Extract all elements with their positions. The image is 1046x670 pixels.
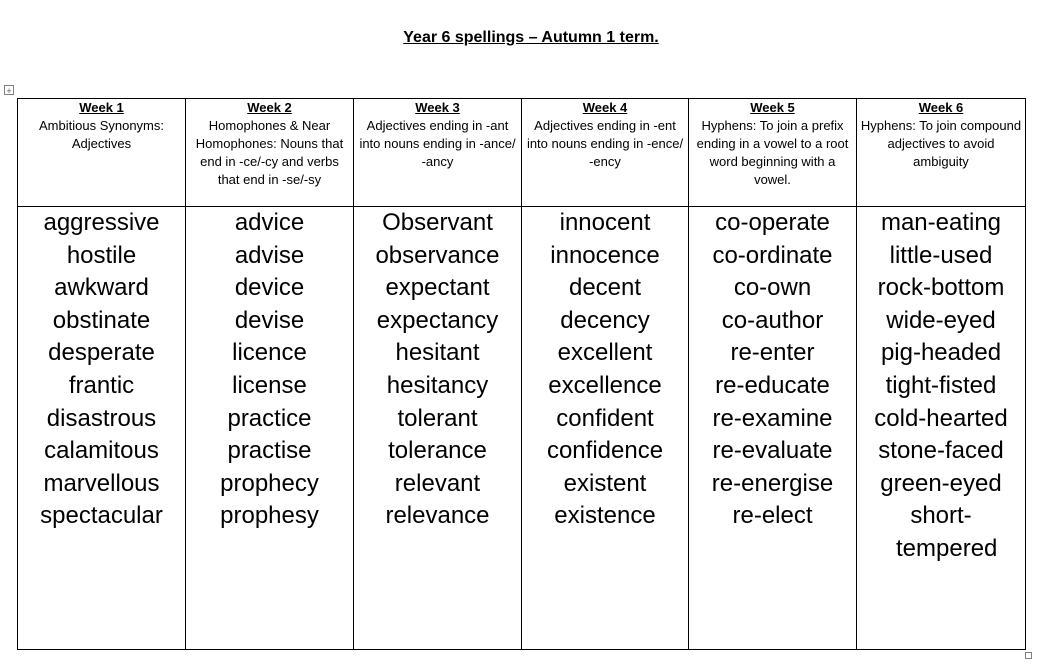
spelling-word: existent xyxy=(563,469,647,497)
week-4-title: Week 4 xyxy=(582,100,628,115)
week-3-description: Adjectives ending in -ant into nouns ending in -ance/ -ancy xyxy=(359,118,516,169)
week-4-description: Adjectives ending in -ent into nouns ending in -ence/ -ency xyxy=(526,118,684,169)
spelling-word: co-own xyxy=(733,274,812,302)
spelling-word: man-eating xyxy=(880,209,1002,236)
week-2-header xyxy=(186,99,354,207)
week-5-words xyxy=(689,207,857,650)
week-5-title: Week 5 xyxy=(750,100,795,115)
week-4-header xyxy=(522,99,689,207)
spelling-word: relevant xyxy=(394,469,481,497)
week-6-words xyxy=(857,207,1026,650)
table-move-handle-icon[interactable]: + xyxy=(4,85,14,95)
spelling-word: re-evaluate xyxy=(712,437,833,465)
spelling-word: innocent xyxy=(559,209,651,236)
week-5-header xyxy=(689,99,857,207)
spelling-word: little-used xyxy=(889,241,993,269)
table-resize-handle-icon[interactable] xyxy=(1025,652,1032,659)
spelling-word: decency xyxy=(560,306,650,334)
spelling-word: awkward xyxy=(54,274,149,302)
spelling-word: expectant xyxy=(385,274,490,302)
spelling-word: device xyxy=(234,274,305,302)
spelling-table xyxy=(17,98,1026,650)
spelling-word: confident xyxy=(556,404,654,432)
spelling-word: calamitous xyxy=(44,437,159,465)
spelling-word: hesitant xyxy=(395,339,480,367)
spelling-word: license xyxy=(232,371,307,399)
week-4-words xyxy=(522,207,689,650)
spelling-word: re-examine xyxy=(712,404,833,432)
week-6-description: Hyphens: To join compound adjectives to avoid ambiguity xyxy=(860,118,1022,169)
spelling-word: cold-hearted xyxy=(874,404,1008,432)
spelling-word: desperate xyxy=(48,339,155,367)
spelling-word: tight-fisted xyxy=(885,371,997,399)
week-6-header xyxy=(857,99,1026,207)
spelling-word: aggressive xyxy=(43,209,160,236)
spelling-word: innocence xyxy=(550,241,660,269)
spelling-word: short-tempered xyxy=(896,502,998,562)
spelling-word: tolerance xyxy=(388,437,487,465)
week-1-description: Ambitious Synonyms: Adjectives xyxy=(39,118,164,151)
week-3-title: Week 3 xyxy=(415,100,460,115)
week-1-header xyxy=(18,99,186,207)
week-2-title: Week 2 xyxy=(247,100,292,115)
week-3-header xyxy=(354,99,522,207)
spelling-word: frantic xyxy=(68,371,135,399)
spelling-word: expectancy xyxy=(376,306,499,334)
spelling-word: spectacular xyxy=(40,502,163,530)
week-5-description: Hyphens: To join a prefix ending in a vowel to a root word beginning with a vowel. xyxy=(696,118,849,187)
spelling-word: relevance xyxy=(385,502,490,530)
spelling-word: confidence xyxy=(546,437,664,465)
spelling-word: co-ordinate xyxy=(712,241,833,269)
week-3-words xyxy=(354,207,522,650)
spelling-word: marvellous xyxy=(43,469,160,497)
spelling-word: advise xyxy=(234,241,305,269)
spelling-word: prophecy xyxy=(220,469,319,497)
spelling-word: practice xyxy=(227,404,312,432)
spelling-word: Observant xyxy=(382,209,493,236)
spelling-word: co-author xyxy=(721,306,824,334)
spelling-word: re-elect xyxy=(732,502,813,530)
spelling-word: existence xyxy=(554,502,656,530)
week-2-words xyxy=(186,207,354,650)
week-2-description: Homophones & Near Homophones: Nouns that end in -ce/-cy and verbs that end in -se/-sy xyxy=(195,118,344,187)
spelling-word: excellence xyxy=(548,371,662,399)
spelling-word: pig-headed xyxy=(880,339,1002,367)
spelling-word: re-energise xyxy=(711,469,834,497)
spelling-word: excellent xyxy=(557,339,653,367)
week-6-title: Week 6 xyxy=(918,100,964,115)
spelling-word: rock-bottom xyxy=(877,274,1005,302)
document-title: Year 6 spellings – Autumn 1 term. xyxy=(403,29,659,46)
spelling-word: green-eyed xyxy=(880,469,1002,497)
spelling-word: practise xyxy=(227,437,312,465)
spelling-word: stone-faced xyxy=(878,437,1004,465)
table-header-row xyxy=(18,99,1026,207)
week-1-words xyxy=(18,207,186,650)
spelling-word: hostile xyxy=(66,241,137,269)
table-words-row xyxy=(18,207,1026,650)
spelling-word: obstinate xyxy=(52,306,151,334)
spelling-word: observance xyxy=(375,241,500,269)
spelling-word: tolerant xyxy=(397,404,478,432)
spelling-word: licence xyxy=(232,339,307,367)
spelling-word: re-enter xyxy=(730,339,815,367)
spelling-word: re-educate xyxy=(715,371,830,399)
spelling-word: advice xyxy=(234,209,305,236)
spelling-word: devise xyxy=(234,306,305,334)
spelling-word: hesitancy xyxy=(386,371,489,399)
spelling-word: wide-eyed xyxy=(886,306,996,334)
spelling-word: decent xyxy=(568,274,642,302)
spelling-word: prophesy xyxy=(220,502,319,530)
week-1-title: Week 1 xyxy=(79,100,124,115)
spelling-word: disastrous xyxy=(46,404,157,432)
spelling-word: co-operate xyxy=(715,209,830,236)
